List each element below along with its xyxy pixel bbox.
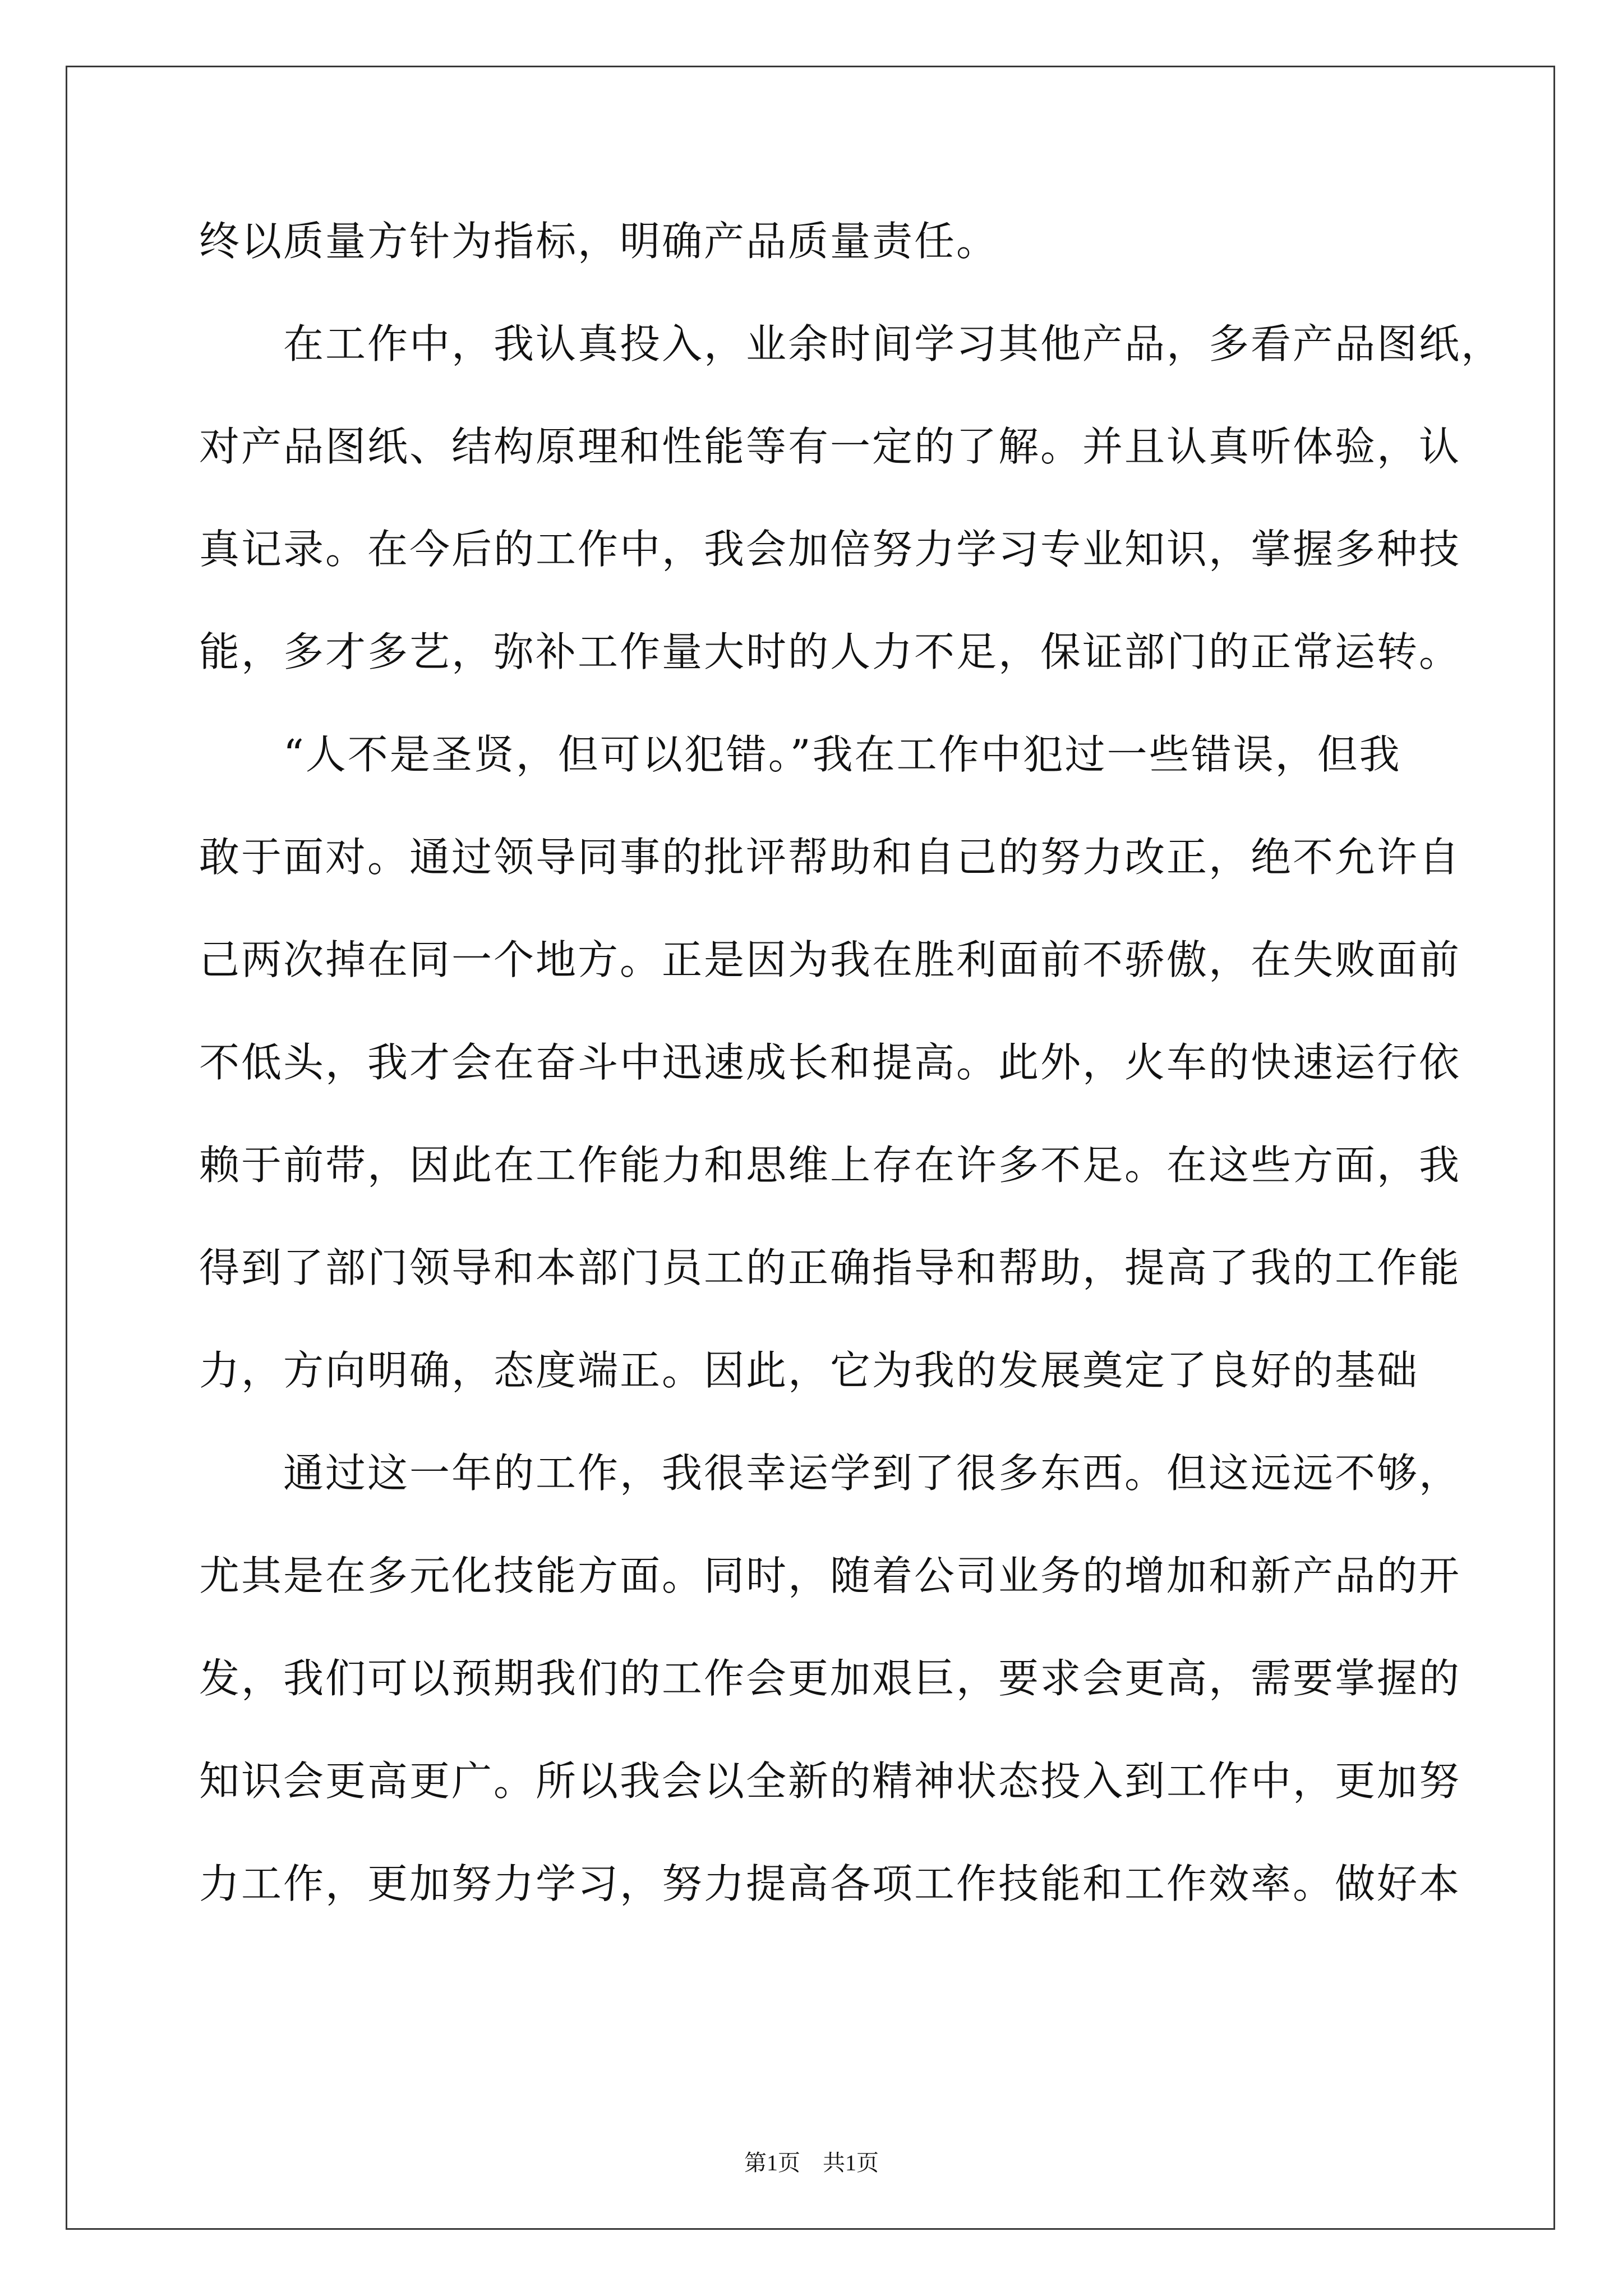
text-line: 发，我们可以预期我们的工作会更加艰巨，要求会更高，需要掌握的	[199, 1655, 1461, 1702]
text-line: 赖于前带，因此在工作能力和思维上存在许多不足。在这些方面，我	[199, 1142, 1461, 1189]
text-line: 力工作，更加努力学习，努力提高各项工作技能和工作效率。做好本	[199, 1860, 1461, 1907]
text-line: 真记录。在今后的工作中，我会加倍努力学习专业知识，掌握多种技	[199, 526, 1461, 573]
text-line: 知识会更高更广。所以我会以全新的精神状态投入到工作中，更加努	[199, 1757, 1461, 1805]
text-line: 敢于面对。通过领导同事的批评帮助和自己的努力改正，绝不允许自	[199, 834, 1461, 881]
text-line: 能，多才多艺，弥补工作量大时的人力不足，保证部门的正常运转。	[199, 628, 1461, 675]
text-line: 通过这一年的工作，我很幸运学到了很多东西。但这远远不够，	[283, 1450, 1461, 1497]
text-line: 力，方向明确，态度端正。因此，它为我的发展奠定了良好的基础	[199, 1347, 1419, 1394]
text-line: 得到了部门领导和本部门员工的正确指导和帮助，提高了我的工作能	[199, 1244, 1461, 1291]
text-line: 不低头，我才会在奋斗中迅速成长和提高。此外，火车的快速运行依	[199, 1039, 1461, 1086]
text-line: 对产品图纸、结构原理和性能等有一定的了解。并且认真听体验，认	[199, 423, 1461, 470]
text-line: 尤其是在多元化技能方面。同时，随着公司业务的增加和新产品的开	[199, 1552, 1461, 1599]
text-line: “人不是圣贤，但可以犯错。”我在工作中犯过一些错误，但我	[283, 731, 1401, 778]
text-line: 终以质量方针为指标，明确产品质量责任。	[199, 218, 999, 265]
text-line: 在工作中，我认真投入，业余时间学习其他产品，多看产品图纸，	[283, 320, 1504, 367]
page-number-footer: 第1页 共1页	[744, 2150, 879, 2175]
text-line: 己两次掉在同一个地方。正是因为我在胜利面前不骄傲，在失败面前	[199, 936, 1461, 983]
